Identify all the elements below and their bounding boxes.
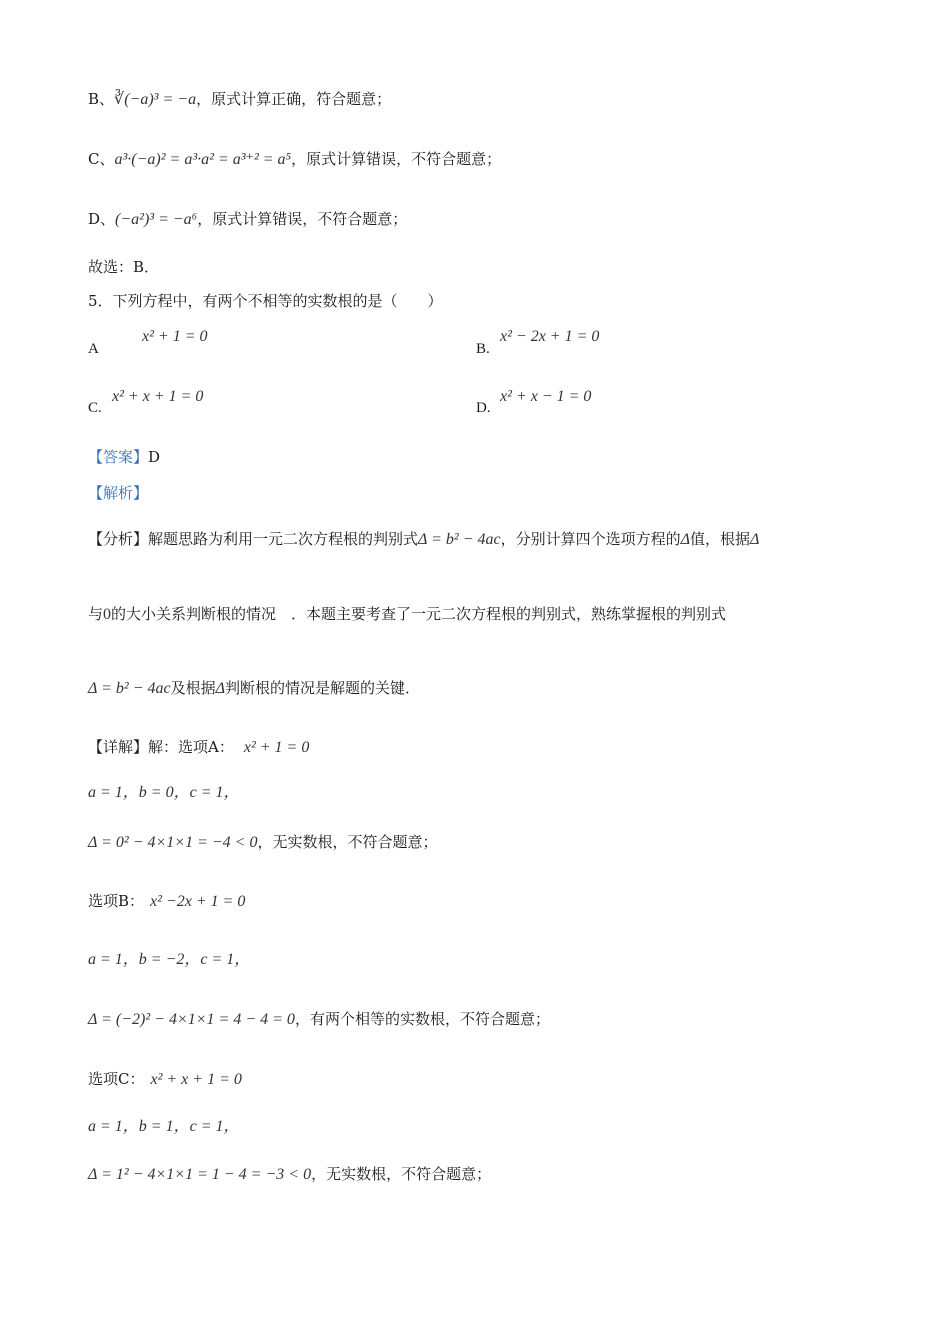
prev-c-text: ，原式计算错误，不符合题意； [291,150,502,168]
option-b-label: B. [476,341,490,357]
prev-d-prefix: D、 [88,210,116,228]
detail-b-eq: x² −2x + 1 = 0 [150,893,246,910]
detail-intro: 解：选项A： [148,738,234,756]
option-d-math: x² + x − 1 = 0 [500,388,592,405]
prev-c-math: a³·(−a)² = a³·a² = a³⁺² = a⁵ [114,151,292,168]
prev-option-d [88,208,407,231]
fenxi-m1: Δ = b² − 4ac [418,531,501,548]
detail-b-label: 选项B： [88,892,145,910]
detail-c-coef: a = 1，b = 1，c = 1， [88,1118,240,1135]
fenxi-line-2 [88,603,726,626]
detail-a-delta: Δ = 0² − 4×1×1 = −4 < 0 [88,834,258,851]
fenxi-m5: Δ = b² − 4ac [88,680,171,697]
prev-option-c [88,148,501,171]
question-stem: 5．下列方程中，有两个不相等的实数根的是（ ） [88,292,443,310]
fenxi-line-3 [88,677,420,700]
fenxi-t5: 的大小关系判断根的情况 ．本题主要考查了一元二次方程根的判别式，熟练掌握根的判别式 [111,605,727,623]
prev-c-prefix: C、 [88,150,115,168]
prev-option-b [88,88,391,111]
option-c-math: x² + x + 1 = 0 [112,388,204,405]
prev-d-text: ，原式计算错误，不符合题意； [197,210,408,228]
detail-a-eq: x² + 1 = 0 [243,739,310,756]
detail-b-delta-line [88,1008,550,1031]
answer-value: D [148,448,161,466]
detail-c-delta: Δ = 1² − 4×1×1 = 1 − 4 = −3 < 0 [88,1166,312,1183]
analysis-tag: 【解析】 [88,484,149,502]
option-c-label: C. [88,400,102,416]
fenxi-line-1 [88,528,759,551]
fenxi-m2: Δ [680,531,691,548]
answer [88,446,160,468]
prev-d-math: (−a²)³ = −a⁶ [115,211,198,228]
detail-c-delta-line [88,1163,491,1186]
detail-c-label: 选项C： [88,1070,145,1088]
fenxi-t3: 值，根据 [690,530,751,548]
detail-a-coef: a = 1，b = 0，c = 1， [88,784,240,801]
detail-tag: 【详解】 [88,738,149,756]
fenxi-m4: 0 [103,606,112,623]
fenxi-m3: Δ [750,531,760,548]
detail-b-coef: a = 1，b = −2，c = 1， [88,951,251,968]
fenxi-m6: Δ [215,680,225,697]
fenxi-t2: ，分别计算四个选项方程的 [500,530,681,548]
prev-b-prefix: B、 [88,90,115,108]
option-d-label: D. [476,400,491,416]
fenxi-tag: 【分析】 [88,530,149,548]
detail-c-header [88,1068,242,1091]
fenxi-t4: 与 [88,605,104,623]
fenxi-t7: 判断根的情况是解题的关键． [225,679,421,697]
detail-b-delta: Δ = (−2)² − 4×1×1 = 4 − 4 = 0 [88,1011,295,1028]
prev-b-math: ∛(−a)³ = −a [114,91,197,108]
detail-a-res: ，无实数根，不符合题意； [257,833,438,851]
option-b-math: x² − 2x + 1 = 0 [500,328,600,345]
detail-b-header [88,890,245,913]
option-a-math: x² + 1 = 0 [142,328,208,345]
detail-c-res: ，无实数根，不符合题意； [311,1165,492,1183]
fenxi-t6: 及根据 [170,679,216,697]
option-a-label: A [88,341,99,357]
detail-b-res: ，有两个相等的实数根，不符合题意； [294,1010,550,1028]
answer-tag: 【答案】 [88,448,149,466]
detail-a-header [88,736,309,759]
prev-b-text: ，原式计算正确，符合题意； [196,90,392,108]
prev-conclusion: 故选：B． [88,258,160,276]
detail-a-delta-line [88,831,438,854]
fenxi-t1: 解题思路为利用一元二次方程根的判别式 [148,530,419,548]
detail-c-eq: x² + x + 1 = 0 [150,1071,242,1088]
